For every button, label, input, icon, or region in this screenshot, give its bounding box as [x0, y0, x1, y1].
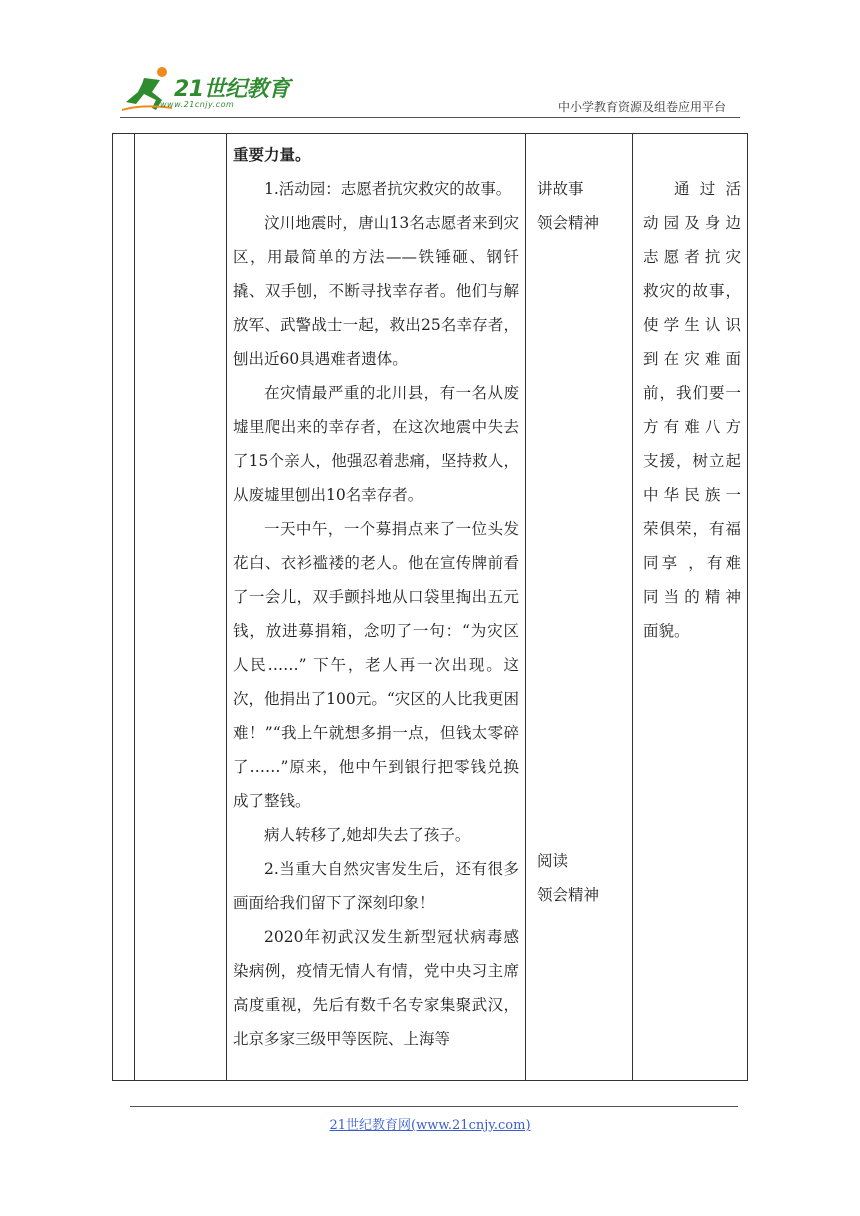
purpose-line: 救灾的故事，	[643, 282, 741, 300]
content-paragraph: 汶川地震时，唐山13名志愿者来到灾区，用最简单的方法——铁锤砸、钢钎撬、双手刨，不断寻找幸存者。他们与解放军、武警战士一起，救出25名幸存者，刨出近60具遇难者遗体。	[233, 214, 519, 368]
purpose-line: 支援，树立起	[643, 452, 741, 470]
content-paragraph: 重要力量。	[233, 145, 311, 164]
purpose-line: 中华民族一	[643, 486, 741, 504]
purpose-line: 动园及身边	[643, 214, 741, 232]
design-purpose-cell	[643, 172, 741, 648]
column-divider	[632, 134, 633, 1080]
purpose-line: 方有难八方	[643, 418, 741, 436]
content-paragraph: 在灾情最严重的北川县，有一名从废墟里爬出来的幸存者，在这次地震中失去了15个亲人，他强忍着悲痛，坚持救人，从废墟里刨出10名幸存者。	[233, 384, 519, 504]
footer-website-link[interactable]: 21世纪教育网(www.21cnjy.com)	[329, 1118, 531, 1133]
logo-url: www.21cnjy.com	[160, 100, 235, 109]
column-divider	[226, 134, 227, 1080]
logo[interactable]	[122, 64, 292, 114]
content-paragraph: 1.活动园：志愿者抗灾救灾的故事。	[264, 180, 512, 198]
purpose-line: 面貌。	[643, 622, 690, 640]
content-paragraph: 2020年初武汉发生新型冠状病毒感染病例，疫情无情人有情，党中央习主席高度重视，先后有数千名专家集聚武汉，北京多家三级甲等医院、上海等	[233, 928, 519, 1048]
method-line: 阅读	[537, 852, 569, 870]
column-divider	[134, 134, 135, 1080]
purpose-line: 荣俱荣，有福	[643, 520, 741, 538]
lesson-table	[112, 133, 748, 1081]
purpose-line: 同享 ，有难	[643, 554, 741, 572]
method-cell-storytelling	[537, 172, 627, 240]
purpose-line: 到在灾难面	[643, 350, 741, 368]
page-header	[0, 0, 860, 120]
platform-tagline: 中小学教育资源及组卷应用平台	[557, 100, 726, 114]
content-paragraph: 病人转移了,她却失去了孩子。	[264, 826, 471, 844]
header-divider	[120, 117, 740, 118]
footer-divider	[130, 1106, 738, 1107]
method-line: 领会精神	[537, 214, 600, 232]
purpose-line: 志愿者抗灾	[643, 248, 741, 266]
content-paragraph: 一天中午，一个募捐点来了一位头发花白、衣衫褴褛的老人。他在宣传牌前看了一会儿，双手颤抖地从口袋里掏出五元钱，放进募捐箱，念叨了一句：“为灾区人民……” 下午，老人再一次出现。这次，他捐出了100元。“灾区的人比我更困难！”“我上午就想多捐一点，但钱太零碎了……”原来，他中午到银行把零钱兑换成了整钱。	[233, 520, 519, 810]
method-cell-reading	[537, 844, 627, 912]
logo-text: 21世纪教育	[174, 77, 290, 102]
purpose-line: 同当的精神	[643, 588, 741, 606]
teaching-content-cell	[233, 138, 519, 1056]
purpose-line: 通过活	[674, 180, 741, 198]
purpose-line: 使学生认识	[643, 316, 741, 334]
method-line: 讲故事	[537, 180, 584, 198]
column-divider	[525, 134, 526, 1080]
purpose-line: 前，我们要一	[643, 384, 741, 402]
method-line: 领会精神	[537, 886, 600, 904]
content-paragraph: 2.当重大自然灾害发生后，还有很多画面给我们留下了深刻印象！	[233, 860, 519, 912]
